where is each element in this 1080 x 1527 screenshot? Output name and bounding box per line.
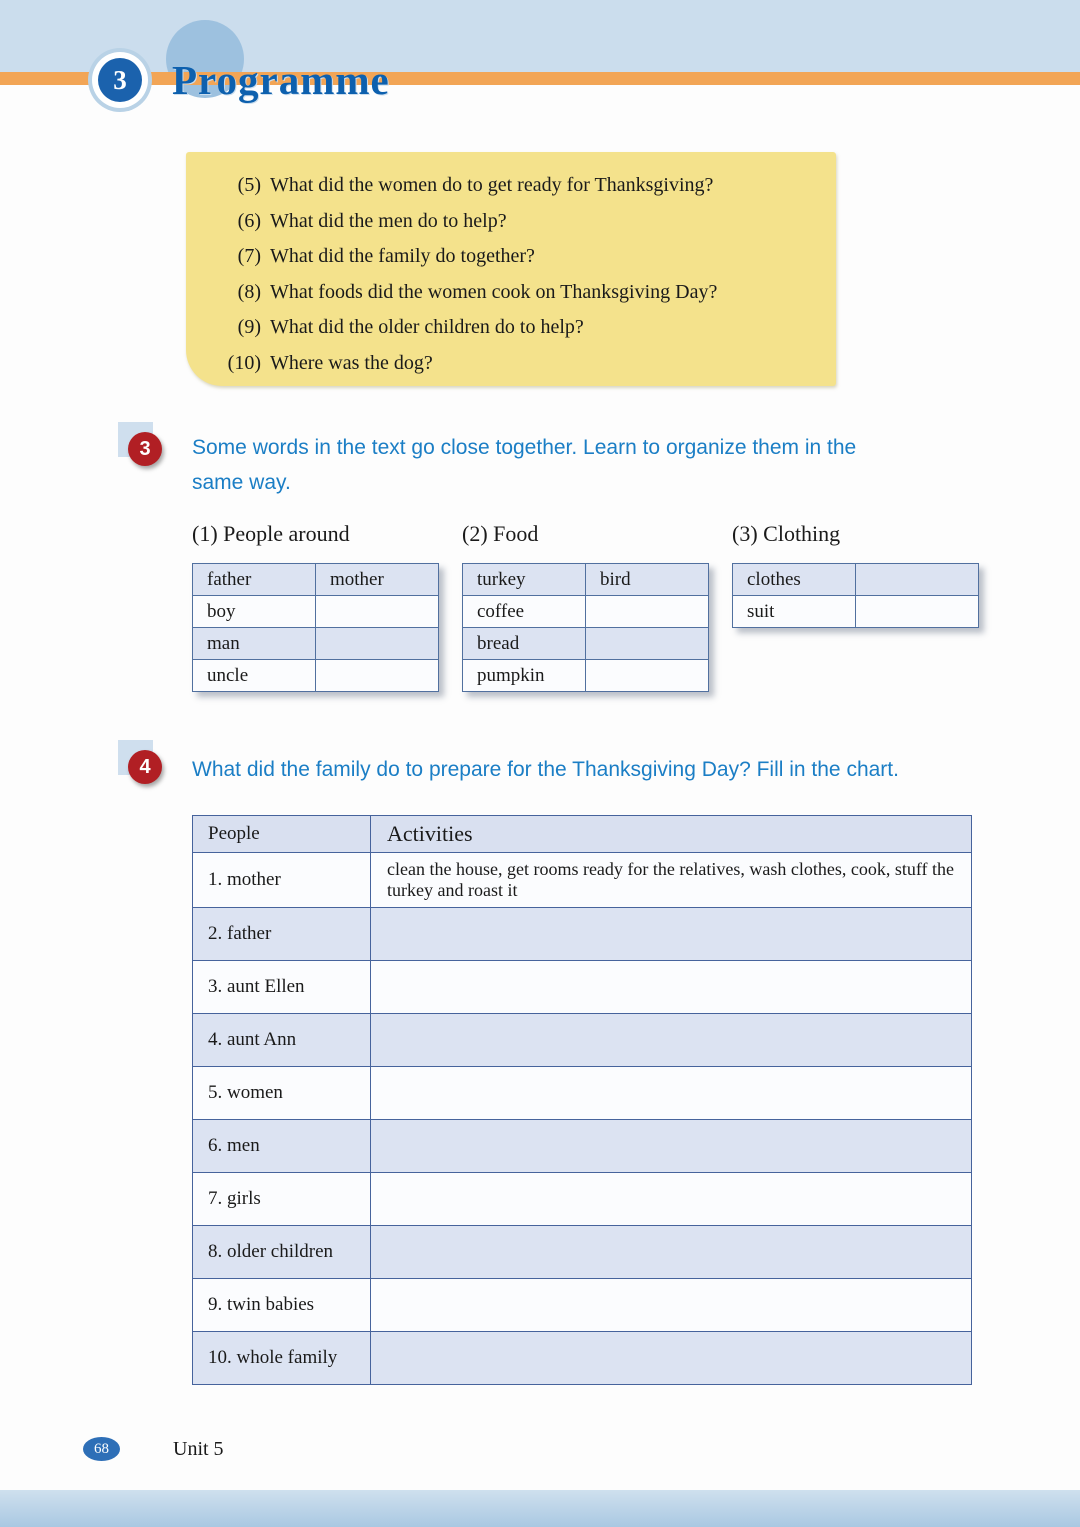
table-row (463, 596, 709, 628)
question-item (186, 168, 816, 204)
answer-blank-cell[interactable] (371, 1226, 972, 1279)
table-row (193, 1120, 972, 1173)
word-group-food (462, 521, 709, 692)
questions-box (186, 152, 836, 386)
people-cell: 4. aunt Ann (193, 1014, 371, 1067)
section-number: 3 (98, 58, 142, 102)
table-row (733, 564, 979, 596)
word-group-title: (1) People around (192, 521, 350, 546)
question-number: (8) (237, 280, 261, 303)
question-text: What did the family do together? (270, 245, 535, 267)
word-cell: boy (193, 596, 316, 628)
people-cell: 7. girls (193, 1173, 371, 1226)
answer-blank-cell[interactable] (586, 660, 709, 692)
word-cell: bread (463, 628, 586, 660)
table-row (733, 596, 979, 628)
table-row (463, 628, 709, 660)
word-cell: suit (733, 596, 856, 628)
answer-blank-cell[interactable] (371, 1014, 972, 1067)
answer-blank-cell[interactable] (316, 660, 439, 692)
page-title: Programme (172, 57, 390, 103)
answer-blank-cell[interactable] (371, 1332, 972, 1385)
word-group-title: (3) Clothing (732, 521, 841, 546)
answer-blank-cell[interactable] (371, 1279, 972, 1332)
question-text: What did the men do to help? (270, 209, 507, 232)
table-row (193, 660, 439, 692)
answer-blank-cell[interactable] (856, 596, 979, 628)
word-group-clothing (732, 521, 979, 628)
table-row (193, 1332, 972, 1385)
people-cell: 1. mother (193, 853, 371, 908)
table-row (463, 564, 709, 596)
people-cell: 8. older children (193, 1226, 371, 1279)
question-text: What foods did the women cook on Thanksgiving Day? (270, 280, 718, 303)
people-cell: 10. whole family (193, 1332, 371, 1385)
people-cell: 6. men (193, 1120, 371, 1173)
answer-blank-cell[interactable] (316, 628, 439, 660)
question-number: (6) (237, 209, 261, 232)
answer-blank-cell[interactable] (371, 908, 972, 961)
question-item (186, 275, 816, 311)
question-number: (5) (237, 174, 261, 196)
question-item (186, 204, 816, 240)
word-cell: clothes (733, 564, 856, 596)
people-cell: 2. father (193, 908, 371, 961)
question-item (186, 346, 816, 382)
table-row (463, 660, 709, 692)
answer-blank-cell[interactable] (586, 596, 709, 628)
question-text: What did the older children do to help? (270, 316, 584, 338)
exercise-3-badge (118, 422, 188, 492)
table-row (193, 1279, 972, 1332)
table-row (193, 596, 439, 628)
table-row (193, 564, 439, 596)
exercise-4-number: 4 (128, 750, 162, 784)
word-table-people (192, 563, 439, 692)
word-cell: man (193, 628, 316, 660)
question-text: What did the women do to get ready for Thanksgiving? (270, 174, 714, 196)
answer-blank-cell[interactable] (316, 596, 439, 628)
question-number: (10) (227, 351, 261, 374)
people-cell: 9. twin babies (193, 1279, 371, 1332)
exercise-3-number: 3 (128, 432, 162, 466)
exercise-4-badge (118, 740, 188, 810)
word-cell: uncle (193, 660, 316, 692)
table-row (193, 853, 972, 908)
people-cell: 3. aunt Ellen (193, 961, 371, 1014)
table-header-row (193, 816, 972, 853)
question-number: (7) (237, 245, 261, 267)
table-row (193, 1226, 972, 1279)
question-number: (9) (237, 316, 261, 338)
people-cell: 5. women (193, 1067, 371, 1120)
answer-blank-cell[interactable] (586, 628, 709, 660)
activities-cell: clean the house, get rooms ready for the relatives, wash clothes, cook, stuff the turkey and roast it (371, 853, 972, 908)
header-stripe (0, 72, 1080, 85)
table-row (193, 908, 972, 961)
word-cell: bird (586, 564, 709, 596)
table-row (193, 1067, 972, 1120)
word-cell: mother (316, 564, 439, 596)
table-row (193, 1014, 972, 1067)
word-cell: turkey (463, 564, 586, 596)
table-row (193, 628, 439, 660)
header-band (0, 0, 1080, 72)
page-number-badge: 68 (83, 1437, 120, 1461)
footer-band (0, 1490, 1080, 1527)
word-table-food (462, 563, 709, 692)
answer-blank-cell[interactable] (371, 961, 972, 1014)
answer-blank-cell[interactable] (371, 1120, 972, 1173)
column-header-activities: Activities (371, 816, 972, 853)
answer-blank-cell[interactable] (371, 1067, 972, 1120)
answer-blank-cell[interactable] (856, 564, 979, 596)
word-cell: pumpkin (463, 660, 586, 692)
unit-label: Unit 5 (173, 1438, 224, 1460)
word-cell: father (193, 564, 316, 596)
question-text: Where was the dog? (270, 351, 433, 374)
section-number-badge (92, 52, 148, 108)
word-cell: coffee (463, 596, 586, 628)
word-group-people (192, 521, 439, 692)
question-item (186, 310, 816, 346)
activities-chart (192, 815, 972, 1385)
question-item (186, 239, 816, 275)
column-header-people: People (193, 816, 371, 853)
word-table-clothing (732, 563, 979, 628)
word-group-title: (2) Food (462, 521, 539, 546)
exercise-3-instruction: Some words in the text go close together. Learn to organize them in the same way. (192, 436, 857, 494)
exercise-4-instruction: What did the family do to prepare for the Thanksgiving Day? Fill in the chart. (192, 758, 899, 781)
answer-blank-cell[interactable] (371, 1173, 972, 1226)
table-row (193, 961, 972, 1014)
table-row (193, 1173, 972, 1226)
